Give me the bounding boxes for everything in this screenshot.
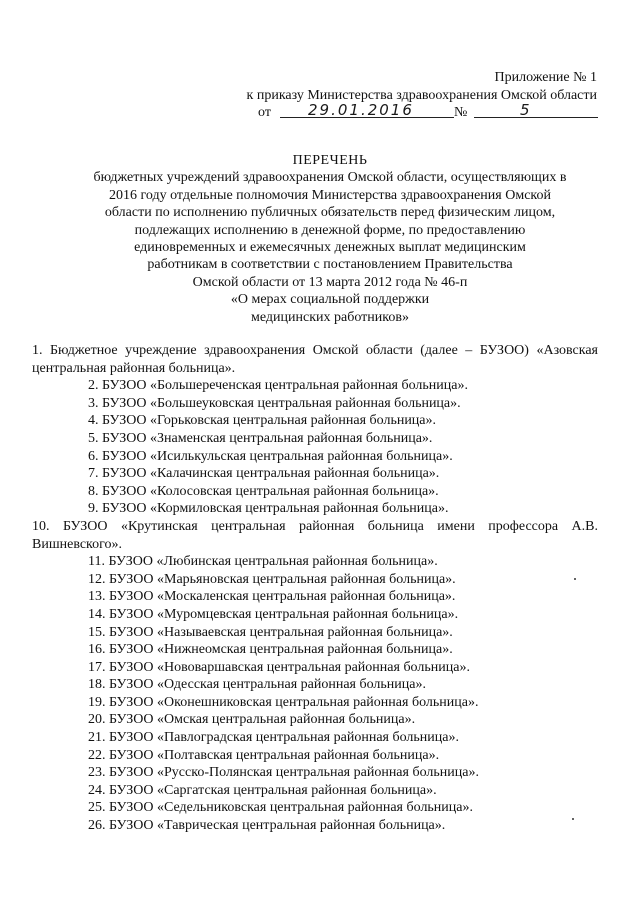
list-item	[88, 641, 598, 659]
list-item-text: Бюджетное учреждение здравоохранения Омской области (далее – БУЗОО) «Азовская центральная районная больница».	[32, 343, 598, 376]
list-item	[88, 764, 598, 782]
list-item-text: БУЗОО «Одесская центральная районная больница».	[109, 677, 426, 693]
order-date-number-line	[258, 101, 598, 125]
list-item-number: 3.	[88, 395, 99, 411]
list-item	[88, 412, 598, 430]
list-item-text: БУЗОО «Седельниковская центральная районная больница».	[109, 800, 473, 816]
list-item-text: БУЗОО «Крутинская центральная районная больница имени профессора А.В. Вишневского».	[32, 518, 599, 552]
heading-line: области по исполнению публичных обязательств перед физическим лицом,	[104, 205, 556, 221]
list-item-text: БУЗОО «Нововаршавская центральная районная больница».	[109, 659, 470, 675]
list-item-number: 20.	[88, 712, 106, 728]
list-item-text: БУЗОО «Любинская центральная районная больница».	[108, 554, 438, 570]
heading-line: 2016 году отдельные полномочия Министерства здравоохранения Омской	[108, 187, 551, 203]
list-item-text: БУЗОО «Нижнеомская центральная районная больница».	[109, 642, 453, 658]
list-item	[88, 448, 598, 466]
list-item-text: БУЗОО «Павлоградская центральная районная больница».	[109, 730, 459, 746]
list-item-number: 9.	[88, 501, 99, 517]
list-item-number: 5.	[88, 430, 99, 446]
institution-list	[32, 342, 599, 835]
list-item	[88, 395, 598, 413]
list-item	[88, 430, 598, 448]
document-heading	[60, 152, 600, 326]
list-item-text: БУЗОО «Знаменская центральная районная больница».	[102, 430, 433, 446]
number-underline	[474, 117, 598, 118]
list-item	[88, 782, 598, 800]
list-item	[88, 588, 598, 606]
list-item	[88, 500, 598, 518]
list-item-number: 15.	[88, 624, 106, 640]
list-item	[88, 747, 598, 765]
list-item	[88, 659, 598, 677]
list-item-number: 16.	[88, 642, 106, 658]
list-item-number: 4.	[88, 413, 99, 429]
list-item-text: БУЗОО «Колосовская центральная районная больница».	[102, 483, 439, 499]
list-item-number: 19.	[88, 694, 106, 710]
from-label: от	[258, 105, 271, 120]
heading-line: Омской области от 13 марта 2012 года № 46-п	[192, 274, 468, 290]
list-item-number: 14.	[88, 606, 106, 622]
number-label: №	[454, 105, 468, 120]
list-item-number: 25.	[88, 800, 106, 816]
handwritten-date: 29.01.2016	[308, 101, 414, 119]
list-item-text: БУЗОО «Москаленская центральная районная больница».	[109, 589, 456, 605]
appendix-block	[177, 69, 597, 105]
list-item-text: БУЗОО «Большеуковская центральная районная больница».	[102, 395, 461, 411]
list-item-number: 21.	[88, 730, 106, 746]
heading-line: «О мерах социальной поддержки	[230, 292, 430, 308]
list-item-text: БУЗОО «Исилькульская центральная районная больница».	[102, 448, 453, 464]
list-item-number: 17.	[88, 659, 106, 675]
list-item-number: 23.	[88, 765, 106, 781]
list-item	[88, 483, 598, 501]
list-item	[88, 799, 598, 817]
appendix-title: Приложение № 1	[494, 70, 597, 85]
appendix-order-reference: к приказу Министерства здравоохранения Омской области	[246, 88, 597, 103]
list-item	[88, 571, 598, 589]
list-item-number: 24.	[88, 782, 106, 798]
list-item-text: БУЗОО «Саргатская центральная районная больница».	[109, 782, 437, 798]
heading-line: единовременных и ежемесячных денежных выплат медицинским	[134, 240, 526, 256]
heading-line: медицинских работников»	[251, 309, 409, 325]
handwritten-number: 5	[520, 101, 532, 119]
scan-speck	[574, 578, 576, 580]
list-item-number: 10.	[32, 518, 50, 534]
list-item-text: БУЗОО «Большереченская центральная районная больница».	[102, 378, 468, 394]
list-item	[0, 342, 598, 377]
heading-line: работникам в соответствии с постановлением Правительства	[147, 257, 513, 273]
list-item	[88, 711, 598, 729]
list-item-number: 8.	[88, 483, 99, 499]
list-item-number: 26.	[88, 818, 106, 834]
list-item-text: БУЗОО «Калачинская центральная районная больница».	[102, 466, 440, 482]
list-item-number: 6.	[88, 448, 99, 464]
list-item-number: 12.	[88, 571, 106, 587]
list-item-text: БУЗОО «Таврическая центральная районная больница».	[109, 818, 446, 834]
list-item	[88, 553, 598, 571]
scan-speck	[572, 818, 574, 820]
list-item-number: 2.	[88, 378, 99, 394]
list-item	[88, 465, 598, 483]
heading-title: ПЕРЕЧЕНЬ	[292, 153, 368, 168]
list-item-text: БУЗОО «Оконешниковская центральная районная больница».	[109, 694, 479, 710]
heading-line: подлежащих исполнению в денежной форме, по предоставлению	[134, 222, 526, 238]
list-item-number: 18.	[88, 677, 106, 693]
list-item-text: БУЗОО «Русско-Полянская центральная районная больница».	[109, 765, 479, 781]
list-item-text: БУЗОО «Кормиловская центральная районная больница».	[102, 501, 449, 517]
list-item-number: 1.	[32, 343, 43, 358]
list-item	[88, 676, 598, 694]
list-item	[88, 606, 598, 624]
list-item-text: БУЗОО «Горьковская центральная районная больница».	[102, 413, 437, 429]
list-item	[88, 729, 598, 747]
list-item-number: 7.	[88, 466, 99, 482]
list-item	[88, 624, 598, 642]
list-item	[0, 518, 598, 553]
list-item-text: БУЗОО «Муромцевская центральная районная больница».	[109, 606, 459, 622]
list-item-text: БУЗОО «Марьяновская центральная районная больница».	[109, 571, 456, 587]
list-item-text: БУЗОО «Полтавская центральная районная больница».	[109, 747, 440, 763]
list-item-text: БУЗОО «Называевская центральная районная больница».	[109, 624, 453, 640]
list-item-number: 13.	[88, 589, 106, 605]
list-item-number: 22.	[88, 747, 106, 763]
heading-line: бюджетных учреждений здравоохранения Омской области, осуществляющих в	[93, 170, 567, 186]
list-item	[88, 694, 598, 712]
list-item	[88, 377, 598, 395]
list-item-text: БУЗОО «Омская центральная районная больница».	[109, 712, 416, 728]
list-item-number: 11.	[88, 554, 105, 570]
list-item	[88, 817, 598, 835]
